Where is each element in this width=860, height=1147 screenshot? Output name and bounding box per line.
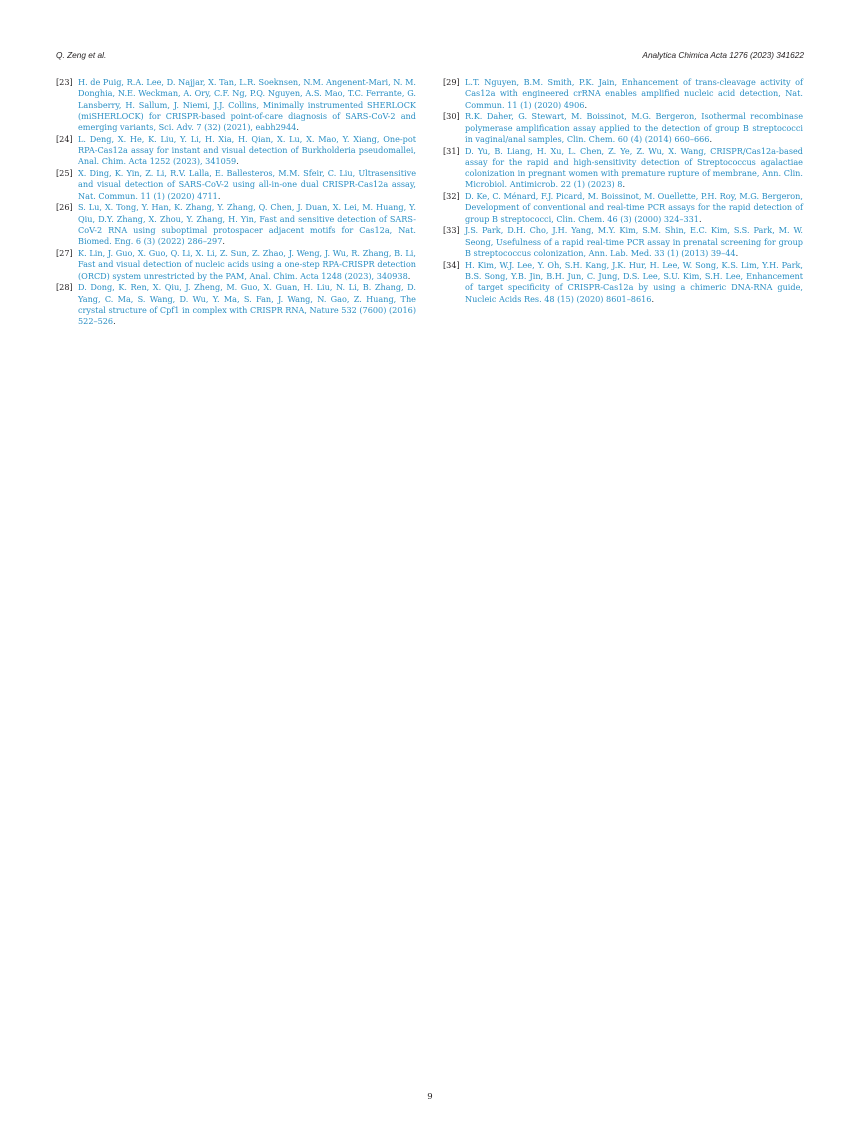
reference-period: . (709, 133, 713, 144)
reference-link[interactable]: H. de Puig, R.A. Lee, D. Najjar, X. Tan, L.R. Soeknsen, N.M. Angenent-Mari, N. M. Donghia, N.E. Weckman, A. Ory, C.F. Ng, P.Q. Nguyen, A.S. Mao, T.C. Ferrante, G. Lansberry, H. Sallum, J. Niemi, J.J. Collins, Minimally instrumented SHERLOCK (miSHERLOCK) for CRISPR-based point-of-care diagnosis of SARS-CoV-2 and emerging variants, Sci. Adv. 7 (32) (2021), eabh2944 (78, 77, 416, 133)
reference-26 (56, 202, 416, 247)
reference-link[interactable]: L. Deng, X. He, K. Liu, Y. Li, H. Xia, H. Qian, X. Lu, X. Mao, Y. Xiang, One-pot RPA-Cas12a assay for instant and visual detection of Burkholderia pseudomallei, Anal. Chim. Acta 1252 (2023), 341059 (78, 133, 416, 167)
reference-period: . (217, 190, 221, 201)
reference-period: . (698, 213, 702, 224)
reference-link[interactable]: H. Kim, W.J. Lee, Y. Oh, S.H. Kang, J.K. Hur, H. Lee, W. Song, K.S. Lim, Y.H. Park, B.S. Song, Y.B. Jin, B.H. Jun, C. Jung, D.S. Lee, S.U. Kim, S.H. Lee, Enhancement of target specificity of CRISPR-Cas12a by using a chimeric DNA-RNA guide, Nucleic Acids Res. 48 (15) (2020) 8601–8616 (465, 259, 803, 304)
reference-34 (443, 260, 803, 305)
reference-28 (56, 282, 416, 327)
reference-link[interactable]: L.T. Nguyen, B.M. Smith, P.K. Jain, Enhancement of trans-cleavage activity of Cas12a with engineered crRNA enables amplified nucleic acid detection, Nat. Commun. 11 (1) (2020) 4906 (465, 77, 803, 110)
reference-number: [31] (443, 145, 460, 156)
reference-32 (443, 191, 803, 225)
reference-period: . (236, 156, 239, 167)
reference-number: [33] (443, 225, 460, 236)
reference-27 (56, 248, 416, 282)
header-journal: Analytica Chimica Acta 1276 (2023) 341622 (642, 50, 804, 60)
reference-number: [23] (56, 77, 73, 87)
reference-number: [32] (443, 191, 460, 202)
reference-link[interactable]: D. Yu, B. Liang, H. Xu, L. Chen, Z. Ye, Z. Wu, X. Wang, CRISPR/Cas12a-based assay for the rapid and high-sensitivity detection of Streptococcus agalactiae colonization in pregnant women with premature rupture of membrane, Ann. Clin. Microbiol. Antimicrob. 22 (1) (2023) 8 (465, 145, 803, 190)
reference-period: . (584, 99, 588, 110)
reference-period: . (651, 293, 655, 304)
reference-30 (443, 111, 803, 145)
running-header (56, 50, 804, 64)
reference-number: [29] (443, 77, 460, 87)
reference-31 (443, 146, 803, 191)
reference-period: . (113, 316, 116, 327)
reference-link[interactable]: J.S. Park, D.H. Cho, J.H. Yang, M.Y. Kim, S.M. Shin, E.C. Kim, S.S. Park, M. W. Seong, Usefulness of a rapid real-time PCR assay in prenatal screening for group B streptococcus colonization, Ann. Lab. Med. 33 (1) (2013) 39–44 (465, 225, 803, 259)
reference-24 (56, 134, 416, 168)
reference-number: [25] (56, 168, 73, 179)
references-column-left (56, 77, 416, 328)
reference-number: [30] (443, 111, 460, 122)
reference-25 (56, 168, 416, 202)
references-column-right (443, 77, 803, 305)
reference-number: [34] (443, 259, 460, 270)
reference-period: . (407, 270, 411, 281)
reference-link[interactable]: R.K. Daher, G. Stewart, M. Boissinot, M.G. Bergeron, Isothermal recombinase polymerase amplification assay applied to the detection of group B streptococci in vaginal/anal samples, Clin. Chem. 60 (4) (2014) 660–666 (465, 111, 803, 144)
reference-33 (443, 225, 803, 259)
reference-period: . (735, 248, 739, 259)
reference-number: [27] (56, 248, 73, 259)
reference-link[interactable]: K. Lin, J. Guo, X. Guo, Q. Li, X. Li, Z. Sun, Z. Zhao, J. Weng, J. Wu, R. Zhang, B. Li, Fast and visual detection of nucleic acids using a one-step RPA-CRISPR detection (ORCD) system unrestricted by the PAM, Anal. Chim. Acta 1248 (2023), 340938 (78, 248, 416, 281)
page-number: 9 (427, 1092, 433, 1102)
reference-23 (56, 77, 416, 133)
reference-period: . (622, 179, 626, 190)
header-authors: Q. Zeng et al. (56, 50, 107, 60)
reference-period: . (222, 236, 225, 247)
reference-number: [28] (56, 282, 73, 293)
reference-link[interactable]: D. Dong, K. Ren, X. Qiu, J. Zheng, M. Guo, X. Guan, H. Liu, N. Li, B. Zhang, D. Yang, C. Ma, S. Wang, D. Wu, Y. Ma, S. Fan, J. Wang, N. Gao, Z. Huang, The crystal structure of Cpf1 in complex with CRISPR RNA, Nature 532 (7600) (2016) 522–526 (78, 282, 416, 327)
reference-link[interactable]: D. Ke, C. Ménard, F.J. Picard, M. Boissinot, M. Ouellette, P.H. Roy, M.G. Bergeron, Development of conventional and real-time PCR assays for the rapid detection of group B streptococci, Clin. Chem. 46 (3) (2000) 324–331 (465, 191, 803, 224)
reference-period: . (296, 122, 299, 133)
reference-number: [26] (56, 202, 73, 213)
reference-29 (443, 77, 803, 111)
reference-link[interactable]: X. Ding, K. Yin, Z. Li, R.V. Lalla, E. Ballesteros, M.M. Sfeir, C. Liu, Ultrasensitive and visual detection of SARS-CoV-2 using all-in-one dual CRISPR-Cas12a assay, Nat. Commun. 11 (1) (2020) 4711 (78, 168, 416, 201)
reference-link[interactable]: S. Lu, X. Tong, Y. Han, K. Zhang, Y. Zhang, Q. Chen, J. Duan, X. Lei, M. Huang, Y. Qiu, D.Y. Zhang, X. Zhou, Y. Zhang, H. Yin, Fast and sensitive detection of SARS-CoV-2 RNA using suboptimal protospacer adjacent motifs for Cas12a, Nat. Biomed. Eng. 6 (3) (2022) 286–297 (78, 202, 416, 247)
reference-number: [24] (56, 133, 73, 144)
